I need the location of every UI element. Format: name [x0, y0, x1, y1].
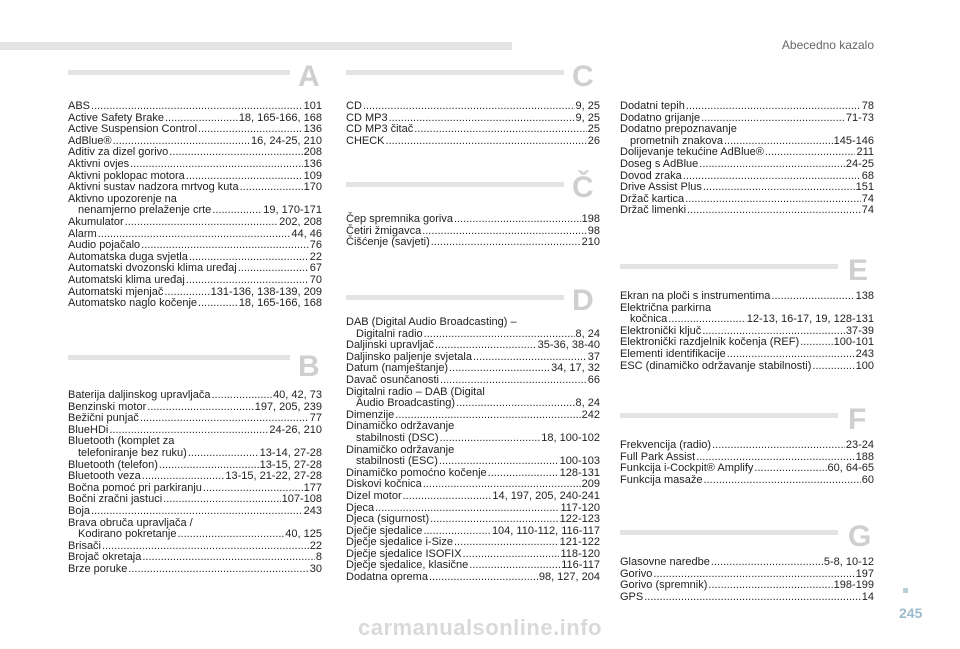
index-entry-pages: 145-146 — [833, 134, 874, 147]
dot-leader — [686, 101, 861, 113]
index-entry-term: Aktivni sustav nadzora mrtvog kuta — [68, 181, 239, 194]
index-entry-pages: 24-25 — [845, 157, 874, 170]
index-entry — [68, 518, 322, 541]
index-entry-term: ESC (dinamičko održavanje stabilnosti) — [620, 359, 812, 372]
index-entry — [620, 159, 874, 171]
index-entry-pages: 208 — [303, 146, 322, 159]
dot-leader — [683, 171, 861, 183]
index-entry-term: Dodatno grijanje — [620, 111, 701, 124]
index-entry-term: Funkcija masaže — [620, 473, 703, 486]
index-entry-term: GPS — [620, 590, 644, 603]
index-entry-pages: 243 — [303, 504, 322, 517]
index-entry — [68, 494, 322, 506]
index-entry — [620, 291, 874, 303]
index-entry-pages: 151 — [855, 181, 874, 194]
index-entry-pages: 30 — [309, 562, 322, 575]
index-entry — [68, 194, 322, 217]
index-entry-term: Dodatni tepih — [620, 100, 685, 112]
index-entry-pages: 13-14, 27-28 — [259, 446, 322, 459]
index-entry-pages: 12-13, 16-17, 19, 128-131 — [746, 313, 874, 326]
dot-leader — [463, 549, 560, 561]
index-entry-pages: 5-8, 10-12 — [823, 556, 874, 568]
index-entry-term: Active Safety Brake — [68, 111, 164, 124]
index-entry-pages: 9, 25 — [575, 111, 600, 124]
index-entry-term: Elementi identifikacije — [620, 347, 726, 360]
section-b-letter: B — [298, 350, 320, 383]
index-entry-term: Dinamičko pomoćno kočenje — [346, 466, 487, 479]
index-entry-term: Dinamičko održavanje — [346, 443, 455, 456]
index-entry-term: Ekran na ploči s instrumentima — [620, 290, 771, 302]
dot-leader — [91, 506, 303, 518]
dot-leader — [754, 463, 826, 475]
index-entry-term: Električna parkirna — [620, 301, 712, 314]
index-entry-pages: 44, 46 — [291, 227, 322, 240]
index-entry-pages: 98, 127, 204 — [538, 571, 600, 584]
index-entry-term: CHECK — [346, 134, 385, 147]
dot-leader — [431, 237, 581, 249]
index-entry-term: Elektronički razdjelnik kočenja (REF) — [620, 336, 800, 349]
index-entry-pages: 104, 110-112, 116-117 — [491, 524, 600, 537]
index-entry-term: kočnica — [630, 313, 668, 326]
index-entry — [620, 303, 874, 326]
index-entry-term: Dodatno prepoznavanje — [620, 123, 737, 136]
index-entry-term: AdBlue® — [68, 134, 112, 147]
dot-leader — [644, 592, 861, 604]
dot-leader — [454, 537, 559, 549]
index-entry-term: Benzinski motor — [68, 400, 147, 413]
dot-leader — [699, 159, 845, 171]
index-entry — [620, 557, 874, 569]
index-entry-pages: 8 — [315, 551, 322, 564]
dot-leader — [147, 402, 253, 414]
index-entry-term: CD — [346, 100, 362, 112]
index-entry-pages: 202, 208 — [279, 215, 322, 228]
index-entry-term: ABS — [68, 100, 91, 112]
index-entry-pages: 77 — [309, 412, 322, 425]
index-entry — [346, 214, 600, 226]
dot-leader — [771, 291, 854, 303]
dot-leader — [711, 557, 823, 569]
index-entry-pages: 211 — [856, 146, 874, 159]
index-entry-pages: 18, 100-102 — [541, 431, 600, 444]
section-b-divider — [68, 355, 290, 360]
index-entry-term: prometnih znakova — [630, 134, 723, 147]
index-entry-pages: 9, 25 — [575, 100, 600, 112]
index-entry-pages: 188 — [855, 450, 874, 463]
index-entry-pages: 177 — [303, 481, 322, 494]
index-entry-pages: 14, 197, 205, 240-241 — [492, 489, 600, 502]
index-entry-term: Dječje sjedalice, klasične — [346, 559, 469, 572]
index-entry-term: Gorivo — [620, 567, 653, 580]
index-entry-pages: 101 — [303, 100, 322, 112]
index-entry-term: Daljinsko paljenje svjetala — [346, 350, 472, 363]
index-entry-pages: 109 — [303, 169, 322, 182]
page-number: 245 — [899, 605, 923, 621]
dot-leader — [141, 240, 309, 252]
index-entry-term: Digitalni radio – DAB (Digital — [346, 385, 485, 398]
dot-leader — [186, 275, 309, 287]
section-g-list — [620, 557, 874, 603]
section-d-letter: D — [572, 284, 594, 317]
index-entry-term: Brojač okretaja — [68, 551, 142, 564]
index-entry-term: Full Park Assist — [620, 450, 696, 463]
page-header-title: Abecedno kazalo — [781, 38, 874, 52]
index-entry-pages: 74 — [861, 192, 874, 205]
index-entry-term: Dodatna oprema — [346, 571, 428, 584]
index-entry-pages: 131-136, 138-139, 209 — [210, 285, 322, 298]
index-entry-term: Audio Broadcasting) — [356, 397, 456, 410]
index-entry-term: nenamjerno prelaženje crte — [78, 204, 212, 217]
dot-leader — [240, 182, 303, 194]
index-entry-term: Aktivni poklopac motora — [68, 169, 185, 182]
section-a-letter: A — [298, 60, 320, 93]
index-entry-term: Aktivni ovjes — [68, 157, 130, 170]
index-entry-pages: 98 — [587, 224, 600, 237]
index-entry-pages: 23-24 — [845, 439, 874, 451]
index-entry — [346, 445, 600, 468]
index-entry — [620, 349, 874, 361]
index-entry — [346, 572, 600, 584]
index-entry — [346, 387, 600, 410]
index-entry — [68, 298, 322, 310]
index-entry-term: Čišćenje (savjeti) — [346, 236, 430, 249]
index-entry-pages: 8, 24 — [575, 327, 600, 340]
section-a-divider — [68, 70, 290, 75]
index-entry-pages: 13-15, 21-22, 27-28 — [225, 470, 322, 483]
dot-leader — [704, 475, 861, 487]
index-entry-term: DAB (Digital Audio Broadcasting) – — [346, 316, 517, 328]
index-entry-term: Bočna pomoć pri parkiranju — [68, 481, 202, 494]
index-entry — [68, 471, 322, 483]
index-entry — [620, 592, 874, 604]
index-entry — [68, 390, 322, 402]
index-entry-term: Brisači — [68, 539, 102, 552]
index-entry-term: telefoniranje bez ruku) — [78, 446, 187, 459]
header-bar — [0, 42, 512, 50]
index-entry-pages: 198-199 — [833, 579, 874, 592]
dot-leader — [91, 101, 303, 113]
dot-leader — [488, 468, 559, 480]
dot-leader — [163, 494, 280, 506]
index-entry-term: Bluetooth (telefon) — [68, 458, 158, 471]
index-entry-term: BlueHDi — [68, 423, 109, 436]
index-entry-pages: 66 — [587, 373, 600, 386]
index-entry-term: Gorivo (spremnik) — [620, 579, 708, 592]
index-entry-term: Dječje sjedalice — [346, 524, 423, 537]
index-entry-term: Dječje sjedalice ISOFIX — [346, 547, 462, 560]
index-entry-term: Drive Assist Plus — [620, 181, 702, 194]
dot-leader — [198, 298, 238, 310]
dot-leader — [142, 471, 225, 483]
page-marker — [903, 588, 908, 593]
index-entry-term: Daljinski upravljač — [346, 339, 435, 352]
index-entry — [620, 124, 874, 147]
index-entry-term: Aditiv za dizel gorivo — [68, 146, 169, 159]
index-entry-term: Automatski klima uređaj — [68, 273, 185, 286]
index-entry-pages: 100-103 — [559, 455, 600, 468]
index-entry — [346, 375, 600, 387]
dot-leader — [708, 580, 832, 592]
index-entry — [346, 421, 600, 444]
index-entry-term: Dinamičko održavanje — [346, 420, 455, 433]
index-entry-term: Dječje sjedalice i-Size — [346, 536, 453, 549]
dot-leader — [429, 572, 538, 584]
dot-leader — [812, 361, 854, 373]
section-c-letter: C — [572, 60, 594, 93]
section-e-letter: E — [848, 254, 869, 287]
section-g-divider — [620, 530, 838, 535]
section-f-list — [620, 440, 874, 486]
section-cc-letter: Č — [572, 171, 594, 204]
index-entry-term: Brava obruča upravljača / — [68, 516, 193, 529]
index-entry-term: Četiri žmigavca — [346, 224, 422, 237]
index-entry-pages: 25 — [587, 123, 600, 136]
index-entry-pages: 35-36, 38-40 — [537, 339, 600, 352]
dot-leader — [238, 263, 309, 275]
index-entry — [68, 217, 322, 229]
dot-leader — [363, 101, 575, 113]
index-entry — [620, 580, 874, 592]
index-entry — [620, 101, 874, 113]
index-entry — [620, 475, 874, 487]
dot-leader — [449, 363, 550, 375]
index-entry-term: Brze poruke — [68, 562, 128, 575]
index-entry-pages: 71-73 — [845, 111, 874, 124]
section-d-divider — [346, 295, 564, 300]
index-entry-pages: 60 — [861, 473, 874, 486]
index-entry-term: Funkcija i-Cockpit® Amplify — [620, 462, 754, 475]
section-cc-divider — [346, 182, 564, 187]
index-entry-pages: 40, 42, 73 — [273, 389, 322, 401]
section-f-letter: F — [848, 403, 867, 436]
index-entry-pages: 16, 24-25, 210 — [251, 134, 322, 147]
index-entry-term: Bluetooth veza — [68, 470, 141, 483]
watermark: carmanualsonline.info — [358, 615, 602, 640]
index-entry-term: Bežični punjač — [68, 412, 139, 425]
index-entry-pages: 117-120 — [560, 501, 600, 514]
dot-leader — [169, 147, 302, 159]
index-entry-pages: 243 — [855, 347, 874, 360]
index-entry-term: Frekvencija (radio) — [620, 439, 712, 451]
index-entry-term: Kodirano pokretanje — [78, 528, 177, 541]
index-entry-term: Djeca — [346, 501, 375, 514]
index-entry-term: Držač kartica — [620, 192, 685, 205]
index-entry — [620, 205, 874, 217]
index-entry-pages: 210 — [581, 236, 600, 249]
index-entry-term: Digitalni radio — [356, 327, 423, 340]
index-entry-pages: 68 — [861, 169, 874, 182]
index-entry-pages: 74 — [861, 204, 874, 217]
index-entry-pages: 116-117 — [561, 559, 600, 572]
index-entry — [68, 101, 322, 113]
index-entry — [620, 182, 874, 194]
dot-leader — [130, 159, 303, 171]
index-entry — [346, 491, 600, 503]
index-entry-pages: 136 — [303, 123, 322, 136]
index-entry — [68, 159, 322, 171]
index-entry-pages: 26 — [587, 134, 600, 147]
dot-leader — [414, 124, 587, 136]
dot-leader — [422, 226, 587, 238]
index-entry-pages: 242 — [581, 408, 600, 421]
index-entry-pages: 100-101 — [833, 336, 874, 349]
index-entry-term: Automatski dvozonski klima uređaj — [68, 262, 237, 275]
index-entry-term: Alarm — [68, 227, 97, 240]
dot-leader — [440, 433, 541, 445]
index-entry-term: Akumulator — [68, 215, 124, 228]
dot-leader — [727, 349, 855, 361]
index-entry-pages: 24-26, 210 — [269, 423, 322, 436]
index-entry-term: Djeca (sigurnost) — [346, 513, 430, 526]
index-entry-term: Baterija daljinskog upravljača — [68, 389, 211, 401]
index-entry-pages: 40, 125 — [285, 528, 322, 541]
index-entry — [620, 440, 874, 452]
index-entry-term: Čep spremnika goriva — [346, 213, 453, 225]
section-c-divider — [346, 70, 564, 75]
index-entry-pages: 107-108 — [281, 493, 322, 506]
index-entry — [68, 564, 322, 576]
index-entry-term: stabilnosti (ESC) — [356, 455, 438, 468]
dot-leader — [403, 491, 492, 503]
index-entry-pages: 209 — [581, 478, 600, 491]
index-entry-pages: 22 — [309, 250, 322, 263]
index-entry-term: Dovod zraka — [620, 169, 682, 182]
index-entry-term: Bočni zračni jastuci — [68, 493, 163, 506]
index-entry-pages: 18, 165-166, 168 — [238, 111, 322, 124]
index-entry-pages: 118-120 — [560, 547, 600, 560]
index-entry — [68, 275, 322, 287]
section-d-continued-list — [620, 101, 874, 217]
index-entry-pages: 37 — [587, 350, 600, 363]
index-entry-pages: 8, 24 — [575, 397, 600, 410]
index-entry-pages: 197 — [855, 567, 874, 580]
index-entry-pages: 170 — [303, 181, 322, 194]
index-entry — [346, 514, 600, 526]
index-entry-pages: 121-122 — [559, 536, 600, 549]
index-entry — [346, 136, 600, 148]
index-entry-pages: 60, 64-65 — [827, 462, 874, 475]
index-entry-term: Boja — [68, 504, 91, 517]
index-entry-term: Davač osunčanosti — [346, 373, 439, 386]
index-entry-term: Elektronički ključ — [620, 324, 702, 337]
dot-leader — [211, 390, 272, 402]
dot-leader — [703, 182, 855, 194]
dot-leader — [456, 398, 574, 410]
section-b-list — [68, 390, 322, 576]
index-entry-term: Automatska duga svjetla — [68, 250, 188, 263]
index-entry-term: Dimenzije — [346, 408, 395, 421]
dot-leader — [687, 205, 861, 217]
index-entry — [68, 506, 322, 518]
dot-leader — [389, 113, 575, 125]
index-entry — [68, 182, 322, 194]
dot-leader — [439, 456, 559, 468]
section-d-list — [346, 317, 600, 584]
index-entry-pages: 19, 170-171 — [263, 204, 322, 217]
index-entry-term: Automatski mjenjač — [68, 285, 164, 298]
dot-leader — [386, 136, 587, 148]
index-entry-pages: 128-131 — [559, 466, 600, 479]
dot-leader — [440, 375, 587, 387]
index-entry-pages: 138 — [855, 290, 874, 302]
section-e-divider — [620, 264, 838, 269]
section-g-letter: G — [848, 520, 872, 553]
index-entry-pages: 18, 165-166, 168 — [238, 297, 322, 310]
index-entry-term: Držač limenki — [620, 204, 687, 217]
index-entry — [68, 436, 322, 459]
index-entry-pages: 76 — [309, 239, 322, 252]
index-entry-pages: 13-15, 27-28 — [259, 458, 322, 471]
index-entry-pages: 37-39 — [845, 324, 874, 337]
index-entry-term: Automatsko naglo kočenje — [68, 297, 198, 310]
index-entry-pages: 198 — [581, 213, 600, 225]
dot-leader — [188, 448, 259, 460]
dot-leader — [765, 147, 856, 159]
section-f-divider — [620, 413, 838, 418]
dot-leader — [128, 564, 308, 576]
index-entry-term: Bluetooth (komplet za — [68, 435, 175, 448]
section-c-list — [346, 101, 600, 147]
index-entry-term: Active Suspension Control — [68, 123, 198, 136]
dot-leader — [125, 217, 279, 229]
index-entry-pages: 34, 17, 32 — [551, 362, 600, 375]
index-entry-pages: 67 — [309, 262, 322, 275]
index-entry-pages: 197, 205, 239 — [254, 400, 322, 413]
dot-leader — [212, 205, 262, 217]
index-entry-pages: 136 — [303, 157, 322, 170]
index-entry-pages: 78 — [861, 100, 874, 112]
dot-leader — [685, 194, 861, 206]
index-entry — [68, 240, 322, 252]
dot-leader — [712, 440, 845, 452]
section-e-list — [620, 291, 874, 372]
index-entry-pages: 70 — [309, 273, 322, 286]
dot-leader — [800, 337, 833, 349]
section-cc-list — [346, 214, 600, 249]
index-entry — [346, 317, 600, 340]
index-entry — [620, 361, 874, 373]
index-entry-term: Glasovne naredbe — [620, 556, 710, 568]
index-entry-pages: 100 — [855, 359, 874, 372]
section-a-list — [68, 101, 322, 310]
index-entry-term: stabilnosti (DSC) — [356, 431, 439, 444]
index-entry-pages: 122-123 — [559, 513, 600, 526]
dot-leader — [430, 514, 558, 526]
index-entry-term: Aktivno upozorenje na — [68, 192, 177, 205]
index-entry-term: Dizel motor — [346, 489, 402, 502]
dot-leader — [454, 214, 581, 226]
index-entry-pages: 22 — [309, 539, 322, 552]
index-entry-term: Audio pojačalo — [68, 239, 141, 252]
index-entry-term: Dolijevanje tekućine AdBlue® — [620, 146, 764, 159]
dot-leader — [177, 529, 284, 541]
index-entry-term: Datum (namještanje) — [346, 362, 449, 375]
index-entry-term: Doseg s AdBlue — [620, 157, 699, 170]
dot-leader — [142, 552, 315, 564]
index-entry — [346, 237, 600, 249]
index-entry-term: CD MP3 čitač — [346, 123, 414, 136]
index-entry-term: Diskovi kočnica — [346, 478, 422, 491]
index-entry-pages: 14 — [861, 590, 874, 603]
index-entry-term: CD MP3 — [346, 111, 388, 124]
index-entry — [346, 101, 600, 113]
